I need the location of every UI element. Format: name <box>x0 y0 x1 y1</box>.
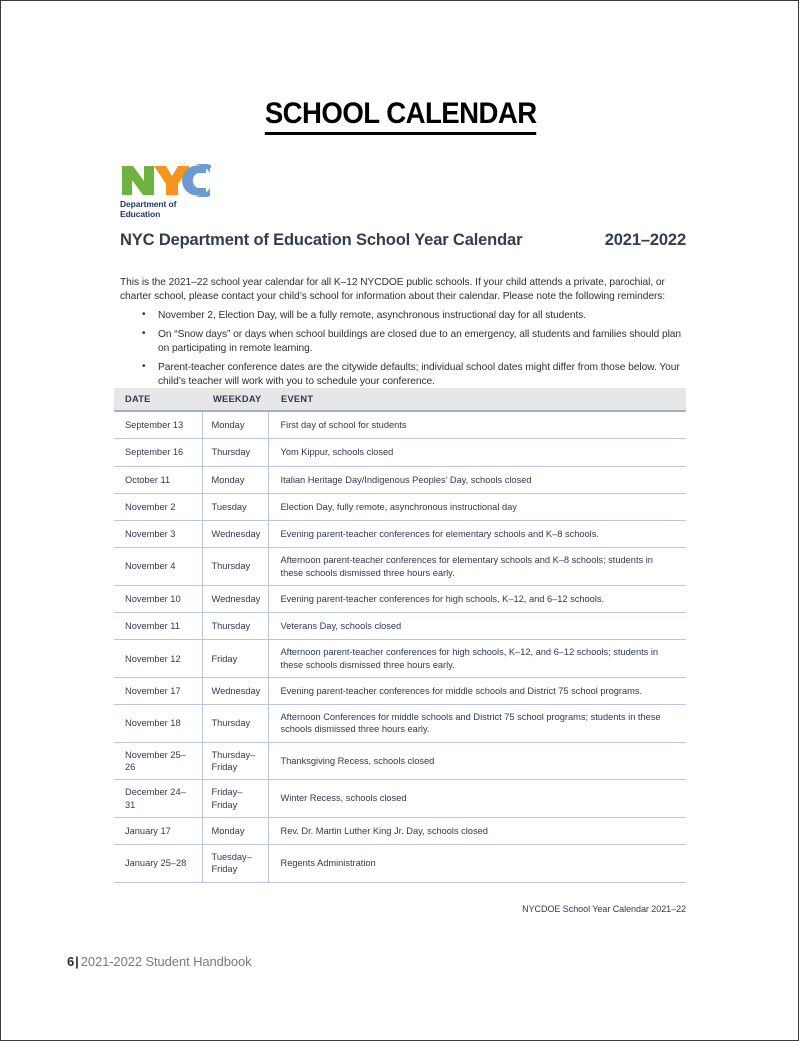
table-row <box>114 466 686 493</box>
cell-event: Winter Recess, schools closed <box>268 780 686 818</box>
cell-event: Italian Heritage Day/Indigenous Peoples’ Day, schools closed <box>268 466 686 493</box>
footer-text: 2021-2022 Student Handbook <box>80 954 252 969</box>
cell-date: September 16 <box>114 439 202 466</box>
cell-event: Veterans Day, schools closed <box>268 613 686 640</box>
table-header <box>114 388 686 411</box>
table-row <box>114 640 686 678</box>
cell-date: November 18 <box>114 705 202 743</box>
cell-weekday: Thursday <box>202 705 268 743</box>
cell-date: December 24–31 <box>114 780 202 818</box>
cell-date: November 10 <box>114 585 202 612</box>
cell-date: January 25–28 <box>114 845 202 883</box>
cell-weekday: Wednesday <box>202 677 268 704</box>
cell-date: November 17 <box>114 677 202 704</box>
intro-bullet: • November 2, Election Day, will be a fully remote, asynchronous instructional day for all students. <box>120 309 688 323</box>
logo-subtitle-line2: Education <box>120 209 161 220</box>
logo-subtitle <box>120 199 240 219</box>
cell-event: Afternoon Conferences for middle schools and District 75 school programs; students in these schools dismissed three hours early. <box>268 705 686 743</box>
calendar-heading <box>120 231 686 250</box>
intro-bullet: • Parent-teacher conference dates are the citywide defaults; individual school dates might differ from those below. Your child’s teacher will work with you to schedule your conference. <box>120 361 688 389</box>
intro-paragraph: This is the 2021–22 school year calendar for all K–12 NYCDOE public schools. If your child attends a private, parochial, or charter school, please contact your child’s school for information about their calendar. Please note the following reminders: <box>120 277 666 303</box>
cell-weekday: Thursday–Friday <box>202 742 268 780</box>
school-calendar-table <box>114 388 686 883</box>
calendar-heading-title: NYC Department of Education School Year Calendar <box>120 231 523 249</box>
cell-event: Afternoon parent-teacher conferences for high schools, K–12, and 6–12 schools; students in these schools dismissed three hours early. <box>268 640 686 678</box>
cell-date: September 13 <box>114 411 202 439</box>
cell-weekday: Tuesday–Friday <box>202 845 268 883</box>
table-row <box>114 817 686 844</box>
footer-separator: | <box>75 954 79 969</box>
nycdoe-logo <box>120 164 240 219</box>
cell-event: First day of school for students <box>268 411 686 439</box>
table-row <box>114 585 686 612</box>
cell-weekday: Monday <box>202 411 268 439</box>
cell-event: Afternoon parent-teacher conferences for elementary schools and K–8 schools; students in these schools dismissed three hours early. <box>268 548 686 586</box>
table-source-caption: NYCDOE School Year Calendar 2021–22 <box>522 904 686 914</box>
cell-event: Yom Kippur, schools closed <box>268 439 686 466</box>
page-title: SCHOOL CALENDAR <box>265 98 537 135</box>
cell-date: November 11 <box>114 613 202 640</box>
cell-event: Rev. Dr. Martin Luther King Jr. Day, schools closed <box>268 817 686 844</box>
cell-event: Election Day, fully remote, asynchronous instructional day <box>268 493 686 520</box>
cell-date: November 25–26 <box>114 742 202 780</box>
table-row <box>114 780 686 818</box>
cell-date: November 4 <box>114 548 202 586</box>
page-number: 6 <box>67 954 75 969</box>
cell-weekday: Friday–Friday <box>202 780 268 818</box>
cell-weekday: Thursday <box>202 548 268 586</box>
table-row <box>114 439 686 466</box>
intro-bullet-list <box>120 309 688 388</box>
cell-date: November 3 <box>114 521 202 548</box>
cell-event: Evening parent-teacher conferences for elementary schools and K–8 schools. <box>268 521 686 548</box>
table-row <box>114 521 686 548</box>
cell-date: November 2 <box>114 493 202 520</box>
cell-weekday: Thursday <box>202 613 268 640</box>
cell-weekday: Tuesday <box>202 493 268 520</box>
cell-event: Thanksgiving Recess, schools closed <box>268 742 686 780</box>
cell-date: January 17 <box>114 817 202 844</box>
page-footer <box>67 954 252 969</box>
table-row <box>114 677 686 704</box>
cell-weekday: Friday <box>202 640 268 678</box>
table-row <box>114 493 686 520</box>
cell-event: Evening parent-teacher conferences for middle schools and District 75 school programs. <box>268 677 686 704</box>
cell-weekday: Monday <box>202 466 268 493</box>
intro-section <box>120 276 688 394</box>
cell-weekday: Monday <box>202 817 268 844</box>
table-header-row <box>114 388 686 411</box>
cell-date: October 11 <box>114 466 202 493</box>
logo-subtitle-line1: Department of <box>120 199 177 209</box>
table-row <box>114 548 686 586</box>
table-row <box>114 411 686 439</box>
calendar-heading-years: 2021–2022 <box>604 231 686 249</box>
column-header-weekday: WEEKDAY <box>202 388 268 411</box>
cell-date: November 12 <box>114 640 202 678</box>
table-row <box>114 705 686 743</box>
nyc-logo-icon <box>120 164 212 197</box>
cell-weekday: Wednesday <box>202 585 268 612</box>
table-row <box>114 845 686 883</box>
table-row <box>114 613 686 640</box>
cell-event: Evening parent-teacher conferences for high schools, K–12, and 6–12 schools. <box>268 585 686 612</box>
page-title-container <box>1 98 799 135</box>
table-row <box>114 742 686 780</box>
cell-weekday: Thursday <box>202 439 268 466</box>
intro-bullet: • On “Snow days” or days when school buildings are closed due to an emergency, all students and families should plan on participating in remote learning. <box>120 328 688 356</box>
cell-event: Regents Administration <box>268 845 686 883</box>
column-header-event: EVENT <box>268 388 686 411</box>
column-header-date: DATE <box>114 388 202 411</box>
table-body <box>114 411 686 882</box>
cell-weekday: Wednesday <box>202 521 268 548</box>
